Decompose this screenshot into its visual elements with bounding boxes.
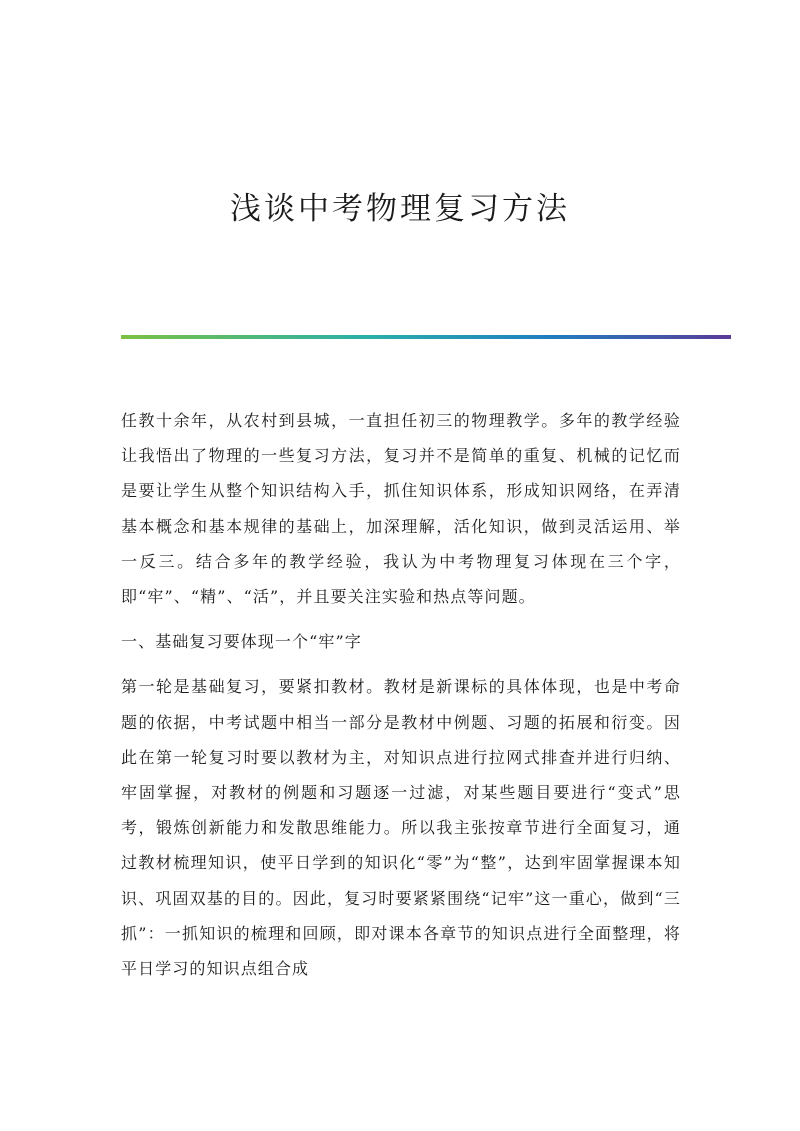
section-heading-1: 一、基础复习要体现一个“牢”字 [121,632,362,652]
paragraph-intro: 任教十余年，从农村到县城，一直担任初三的物理教学。多年的教学经验让我悟出了物理的一些复习方法，复习并不是简单的重复、机械的记忆而是要让学生从整个知识结构入手，抓住知识体系，形成知识网络，在弄清基本概念和基本规律的基础上，加深理解，活化知识，做到灵活运用、举一反三。结合多年的教学经验，我认为中考物理复习体现在三个字，即“牢”、“精”、“活”，并且要关注实验和热点等问题。 [121,411,681,607]
paragraph-section-1: 第一轮是基础复习，要紧扣教材。教材是新课标的具体体现，也是中考命题的依据，中考试题中相当一部分是教材中例题、习题的拓展和衍变。因此在第一轮复习时要以教材为主，对知识点进行拉网式排查并进行归纳、牢固掌握，对教材的例题和习题逐一过滤，对某些题目要进行“变式”思考，锻炼创新能力和发散思维能力。所以我主张按章节进行全面复习，通过教材梳理知识，使平日学到的知识化“零”为“整”，达到牢固掌握课本知识、巩固双基的目的。因此，复习时要紧紧围绕“记牢”这一重心，做到“三抓”：一抓知识的梳理和回顾，即对课本各章节的知识点进行全面整理，将平日学习的知识点组合成 [121,677,681,979]
title-divider [121,335,731,339]
document-title: 浅谈中考物理复习方法 [230,191,570,227]
document-body [121,403,681,986]
